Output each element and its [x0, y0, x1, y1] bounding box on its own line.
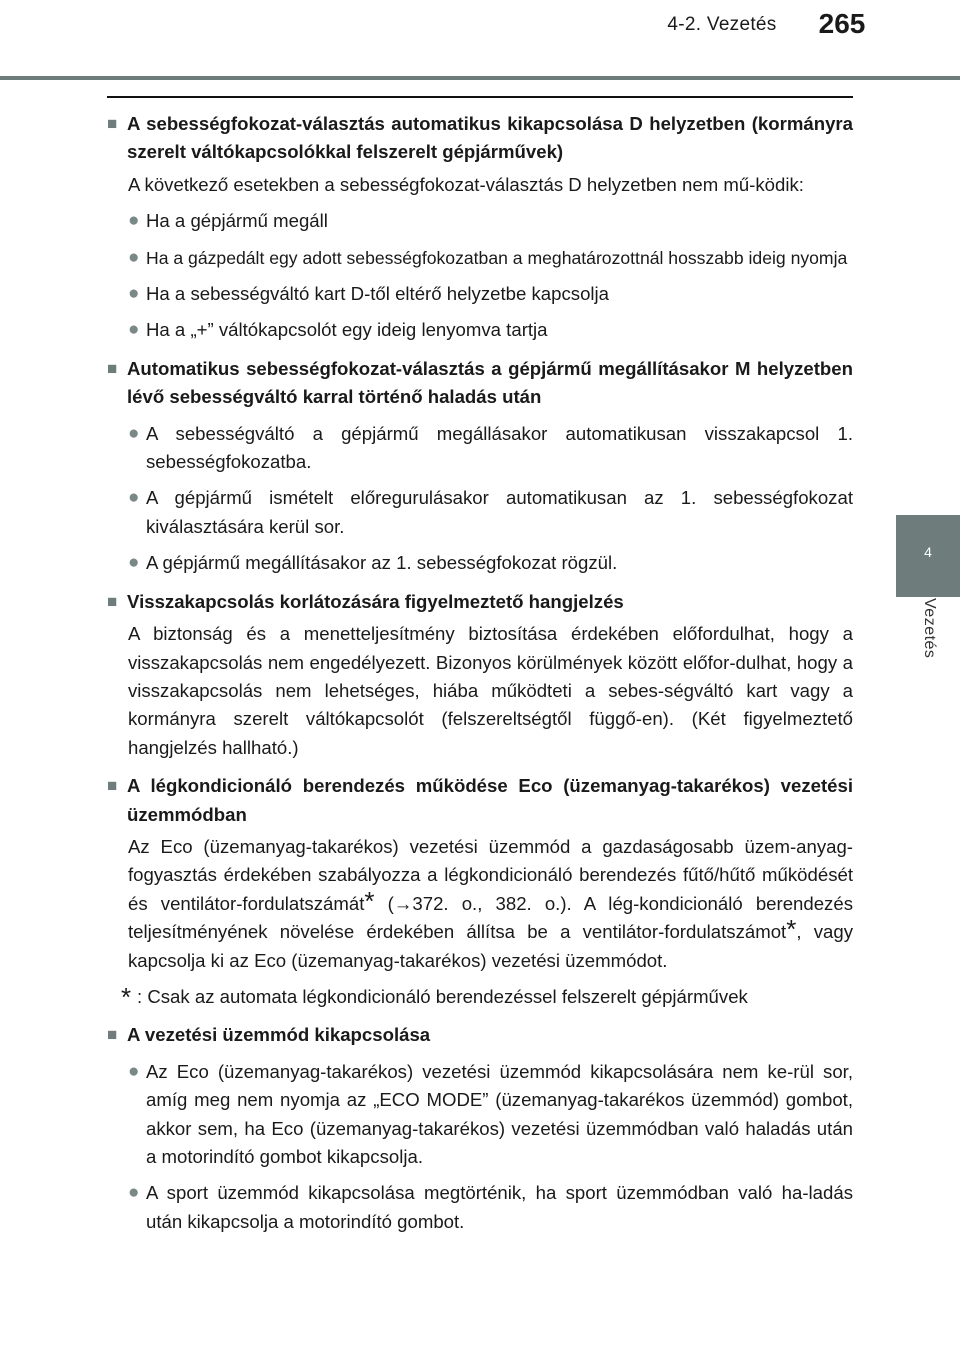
- circle-bullet-icon: ●: [128, 1060, 140, 1082]
- list-item: [107, 484, 853, 541]
- list-item: [107, 420, 853, 477]
- list-item-text: Ha a sebességváltó kart D-től eltérő helyzetbe kapcsolja: [146, 283, 610, 305]
- square-bullet-icon: ■: [107, 358, 118, 378]
- list-item-text: Ha a „+” váltókapcsolót egy ideig lenyomva tartja: [146, 319, 548, 341]
- list-item-text: A sebességváltó a gépjármű megállásakor automatikusan visszakapcsol 1. sebességfokozatba.: [146, 422, 853, 473]
- paragraph: A következő esetekben a sebességfokozat-választás D helyzetben nem mű-ködik:: [128, 173, 804, 195]
- circle-bullet-icon: ●: [128, 319, 140, 341]
- page-content: [107, 110, 853, 1236]
- section-heading: [107, 588, 853, 616]
- footnote: [107, 983, 853, 1011]
- circle-bullet-icon: ●: [128, 1182, 140, 1204]
- footnote-text: : Csak az automata légkondicionáló berendezéssel felszerelt gépjárművek: [137, 985, 748, 1007]
- list-item: [107, 244, 853, 272]
- circle-bullet-icon: ●: [128, 487, 140, 509]
- section-title: Visszakapcsolás korlátozására figyelmeztető hangjelzés: [127, 590, 624, 612]
- circle-bullet-icon: ●: [128, 210, 140, 232]
- circle-bullet-icon: ●: [128, 422, 140, 444]
- square-bullet-icon: ■: [107, 114, 118, 133]
- square-bullet-icon: ■: [107, 776, 118, 796]
- chapter-tab: 4: [896, 515, 960, 597]
- section-title: A légkondicionáló berendezés működése Eco (üzemanyag-takarékos) vezetési üzemmódban: [127, 775, 853, 825]
- list-item: [107, 1179, 853, 1236]
- section-heading: [107, 772, 853, 829]
- paragraph-text: , vagy kapcsolja ki az Eco (üzemanyag-takarékos) vezetési üzemmódot.: [128, 921, 854, 971]
- list-item: [107, 549, 853, 577]
- list-item-text: A sport üzemmód kikapcsolása megtörténik, ha sport üzemmódban való ha-ladás után kikapcsolja a motorindító gombot.: [146, 1182, 853, 1232]
- paragraph-text: Az Eco (üzemanyag-takarékos) vezetési üzemmód a gazdaságosabb üzem-anyag-fogyasztás érdekében szabályozza a légkondicionáló berendezés fűtő/hűtő működését és ventilátor-fordulatszámát: [128, 835, 853, 914]
- section-heading: [107, 1021, 853, 1049]
- section-title: Automatikus sebességfokozat-választás a gépjármű megállításakor M helyzetben lévő sebességváltó karral történő haladás után: [127, 357, 853, 408]
- list-item: [107, 316, 853, 344]
- square-bullet-icon: ■: [107, 591, 118, 611]
- list-item-text: Az Eco (üzemanyag-takarékos) vezetési üzemmód kikapcsolására nem ke-rül sor, amíg meg nem nyomja az „ECO MODE” (üzemanyag-takarékos üzemmód) gombot, akkor sem, ha Eco (üzemanyag-takarékos) vezetési üzemmódban való haladás után a motorindító gombot kikapcsolja.: [146, 1060, 853, 1167]
- section-title: A vezetési üzemmód kikapcsolása: [127, 1024, 431, 1046]
- paragraph-text: (→372. o., 382. o.). A lég-kondicionáló berendezés teljesítményének növelése érdekében állítsa be a ventilátor-fordulatszámot: [128, 892, 853, 943]
- circle-bullet-icon: ●: [128, 246, 140, 268]
- chapter-name: Vezetés: [921, 598, 938, 659]
- list-item-text: Ha a gépjármű megáll: [146, 210, 328, 232]
- footnote-mark: *: [121, 981, 132, 1012]
- list-item: [107, 207, 853, 235]
- paragraph: [107, 833, 853, 975]
- section-heading: [107, 355, 853, 412]
- list-item: [107, 1058, 853, 1172]
- section-heading: [107, 110, 853, 167]
- list-item: [107, 280, 853, 308]
- header-section-title: 4-2. Vezetés: [667, 14, 777, 35]
- paragraph: A biztonság és a menetteljesítmény biztosítása érdekében előfordulhat, hogy a visszakapcsolás nem engedélyezett. Bizonyos körülmények között előfor-dulhat, hogy a visszakapcsolás nem lehetséges, hiába működteti a sebes-ségváltó kart vagy a kormányra szerelt váltókapcsolót (felszereltségtől függő-en). (Két figyelmeztető hangjelzés hallható.): [128, 623, 853, 758]
- circle-bullet-icon: ●: [128, 552, 140, 574]
- header-rule: [0, 76, 960, 80]
- content-top-rule: [107, 96, 853, 98]
- footnote-asterisk: *: [786, 914, 797, 945]
- section-title: A sebességfokozat-választás automatikus kikapcsolása D helyzetben (kormányra szerelt váltókapcsolókkal felszerelt gépjárművek): [127, 113, 853, 163]
- footnote-asterisk: *: [364, 885, 375, 916]
- chapter-label: [897, 598, 960, 698]
- list-item-text: Ha a gázpedált egy adott sebességfokozatban a meghatározottnál hosszabb ideig nyomja: [146, 247, 848, 268]
- circle-bullet-icon: ●: [128, 283, 140, 305]
- page-number: 265: [818, 8, 866, 39]
- square-bullet-icon: ■: [107, 1025, 118, 1045]
- list-item-text: A gépjármű ismételt előregurulásakor automatikusan az 1. sebességfokozat kiválasztására kerül sor.: [146, 487, 853, 537]
- list-item-text: A gépjármű megállításakor az 1. sebességfokozat rögzül.: [146, 552, 618, 574]
